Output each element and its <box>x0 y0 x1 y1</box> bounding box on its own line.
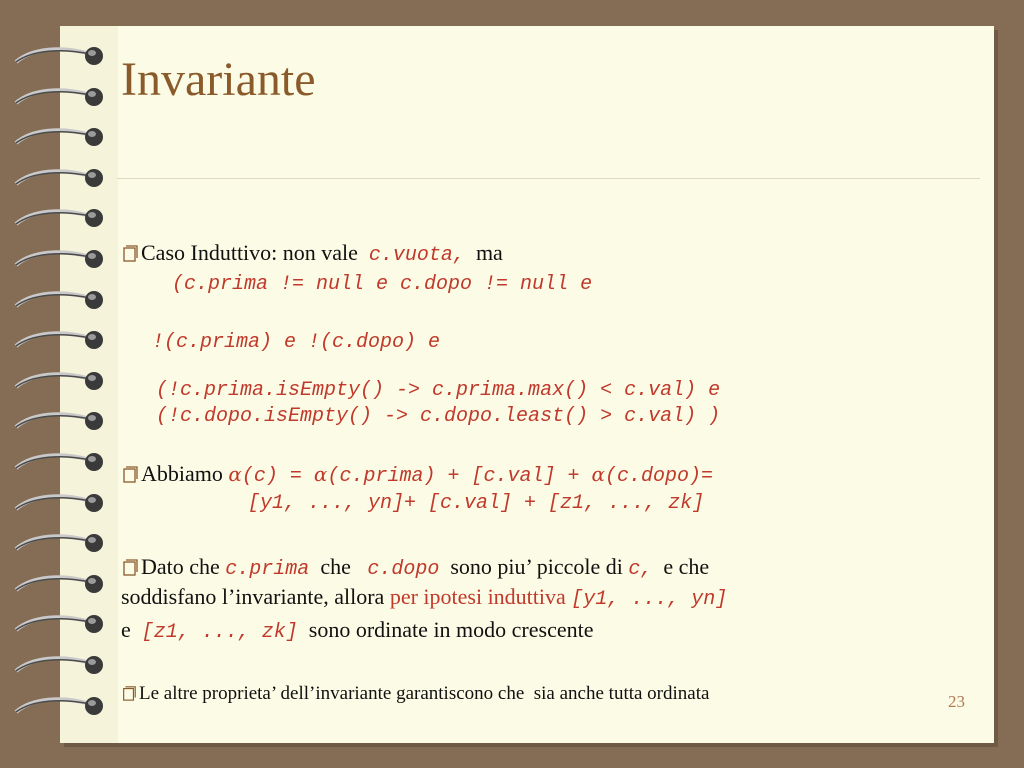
notebook-bullet-icon <box>121 558 139 576</box>
spiral-ring <box>12 328 104 352</box>
code-fragment: c.dopo <box>367 558 440 581</box>
text-fragment: Dato che <box>141 554 220 579</box>
bullet-4 <box>121 683 709 705</box>
notebook-bullet-icon <box>121 465 139 483</box>
slide-title: Invariante <box>121 53 316 106</box>
code-fragment: c, <box>628 558 653 581</box>
code-line: (!c.dopo.isEmpty() -> c.dopo.least() > c.val) ) <box>156 405 721 428</box>
bullet-3-line-2 <box>121 584 727 611</box>
bullet-3 <box>121 554 709 581</box>
code-fragment: [y1, ..., yn] <box>571 588 728 611</box>
bullet-3-line-3 <box>121 617 594 644</box>
code-line: !(c.prima) e !(c.dopo) e <box>152 331 441 354</box>
text-fragment: sono ordinate in modo crescente <box>308 617 594 642</box>
spiral-ring <box>12 288 104 312</box>
spiral-ring <box>12 450 104 474</box>
bullet-1-text: Caso Induttivo: non vale <box>141 240 358 265</box>
code-line: [y1, ..., yn]+ [c.val] + [z1, ..., zk] <box>248 492 705 515</box>
spiral-ring <box>12 85 104 109</box>
text-fragment: sono piu’ piccole di <box>450 554 623 579</box>
code-line: (c.prima != null e c.dopo != null e <box>172 273 593 296</box>
code-line: (!c.prima.isEmpty() -> c.prima.max() < c.val) e <box>156 379 721 402</box>
page-number: 23 <box>948 692 965 711</box>
notebook-bullet-icon <box>121 685 137 701</box>
code-fragment: c.prima <box>225 558 310 581</box>
alpha-symbol: α <box>591 462 605 486</box>
spiral-ring <box>12 531 104 555</box>
text-fragment: e che <box>663 554 710 579</box>
spiral-ring <box>12 125 104 149</box>
bullet-4-text: Le altre proprieta’ dell’invariante garantiscono che sia anche tutta ordinata <box>139 683 710 704</box>
spiral-ring <box>12 166 104 190</box>
text-fragment: che <box>320 554 351 579</box>
code-fragment: (c) = <box>241 465 314 488</box>
spiral-ring <box>12 247 104 271</box>
spiral-ring <box>12 44 104 68</box>
alpha-symbol: α <box>313 462 328 486</box>
bullet-1-code: c.vuota, <box>368 244 465 267</box>
highlight-text: per ipotesi induttiva <box>389 584 566 609</box>
spiral-ring <box>12 572 104 596</box>
title-divider <box>117 178 980 179</box>
spiral-ring <box>12 612 104 636</box>
bullet-2 <box>121 461 713 488</box>
spiral-ring <box>12 491 104 515</box>
notebook-bullet-icon <box>121 244 139 262</box>
bullet-1-suffix: ma <box>475 240 503 265</box>
text-fragment: e <box>121 617 131 642</box>
alpha-symbol: α <box>228 462 242 486</box>
code-fragment: [z1, ..., zk] <box>141 621 298 644</box>
bullet-2-text: Abbiamo <box>141 461 223 486</box>
text-fragment: soddisfano l’invariante, allora <box>121 584 385 609</box>
spiral-ring <box>12 409 104 433</box>
code-fragment: (c.prima) + [c.val] + <box>327 465 592 488</box>
spiral-ring <box>12 369 104 393</box>
code-fragment: (c.dopo)= <box>605 465 714 488</box>
spiral-ring <box>12 206 104 230</box>
bullet-1 <box>121 240 503 267</box>
spiral-ring <box>12 694 104 718</box>
spiral-ring <box>12 653 104 677</box>
